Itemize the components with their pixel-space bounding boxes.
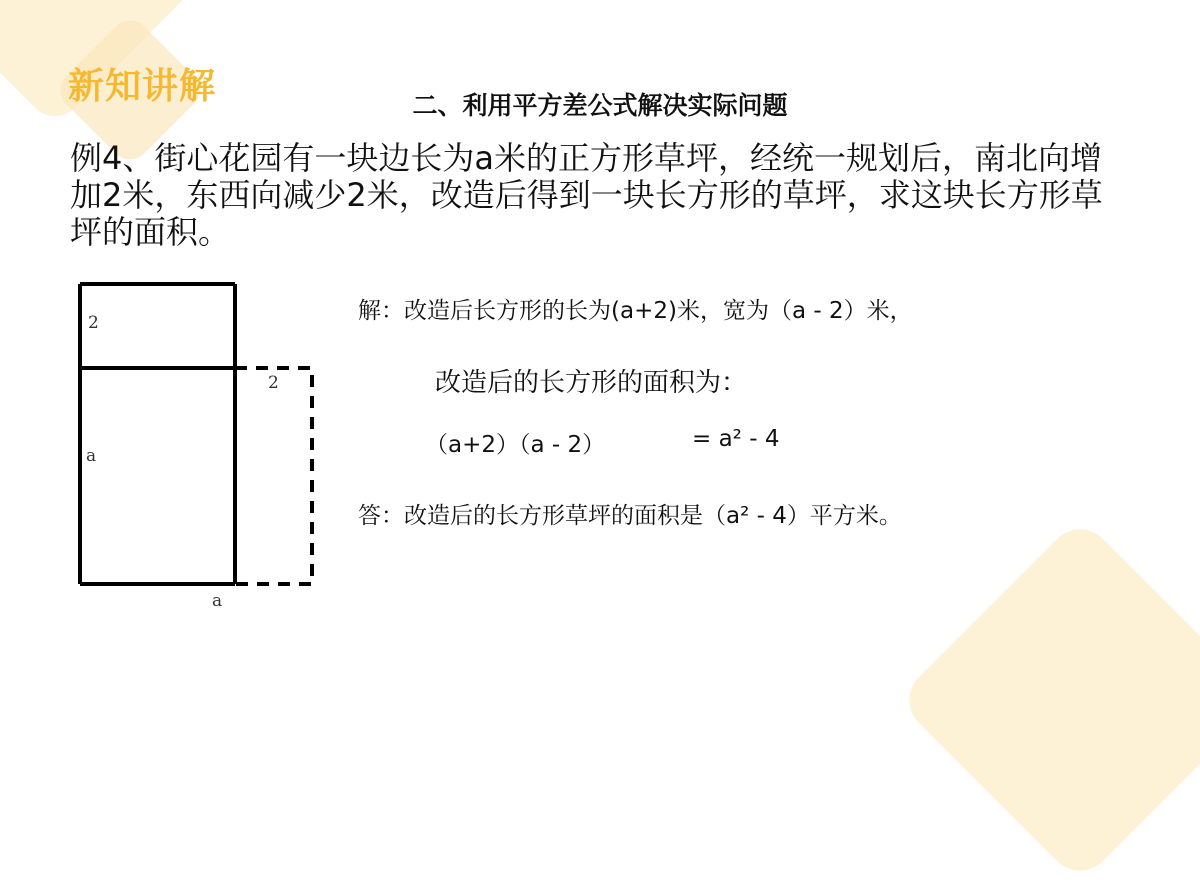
solution-line-area-heading: 改造后的长方形的面积为： [435, 368, 748, 398]
diagram-label-bottom-a: a [212, 591, 223, 611]
solution-line-dimensions: 解：改造后长方形的长为(a+2)米，宽为（a - 2）米， [358, 298, 913, 324]
diagram-label-right-2: 2 [268, 373, 279, 393]
solution-expression-result: = a² - 4 [692, 426, 780, 452]
diagram-label-top-2: 2 [88, 313, 99, 333]
diagram-removed-strip-dashed [235, 368, 312, 584]
slide-title: 二、利用平方差公式解决实际问题 [412, 91, 788, 120]
section-label: 新知讲解 [68, 66, 217, 107]
diagram-label-left-a: a [86, 446, 97, 466]
problem-statement: 例4、街心花园有一块边长为a米的正方形草坪，经统一规划后，南北向增加2米，东西向减少2米，改造后得到一块长方形的草坪，求这块长方形草坪的面积。 [70, 139, 1103, 251]
solution-expression-product: （a+2）（a - 2） [425, 432, 606, 458]
solution-answer: 答：改造后的长方形草坪的面积是（a² - 4）平方米。 [358, 503, 902, 529]
